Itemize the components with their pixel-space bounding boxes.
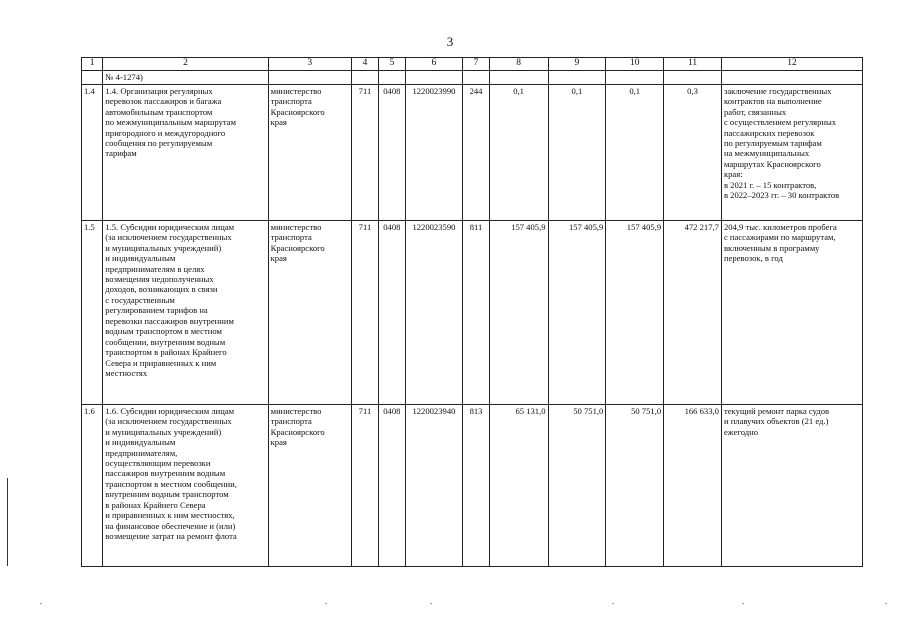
expense-type: 811: [463, 220, 489, 404]
margin-scan-line: [7, 478, 8, 566]
column-header: 1: [82, 58, 103, 71]
measure-name: 1.6. Субсидии юридическим лицам (за исключением государственных и муниципальных учреждений) и индивидуальным предпринимателям, осуществляющим перевозки пассажиров внутренним водным транспортом в местном сообщении, внутренним водным транспортом в районах Крайнего Севера и приравненных к ним местностях, на финансовое обеспечение и (или) возмещение затрат на ремонт флота: [103, 404, 268, 566]
responsible-body: министерство транспорта Красноярского края: [268, 404, 351, 566]
amount-2021: 0,1: [489, 84, 548, 220]
empty-cell: [379, 70, 405, 84]
column-header: 12: [721, 58, 862, 71]
target-code: 1220023590: [405, 220, 463, 404]
empty-cell: [548, 70, 606, 84]
column-header: 6: [405, 58, 463, 71]
amount-2023: 157 405,9: [606, 220, 664, 404]
table-row: [82, 220, 863, 404]
expected-result: заключение государственных контрактов на выполнение работ, связанных с осуществлением регулярных пассажирских перевозок по регулируемым тарифам на межмуниципальных маршрутах Красноярского края: в 2021 г. – 15 контрактов, в 2022–2023 гг. – 30 контрактов: [721, 84, 862, 220]
continuation-text: № 4-1274): [103, 70, 268, 84]
amount-2022: 0,1: [548, 84, 606, 220]
empty-cell: [721, 70, 862, 84]
amount-2022: 157 405,9: [548, 220, 606, 404]
section-code: 0408: [379, 84, 405, 220]
amount-2022: 50 751,0: [548, 404, 606, 566]
expected-result: текущий ремонт парка судов и плавучих объектов (21 ед.) ежегодно: [721, 404, 862, 566]
scan-speck: [325, 603, 327, 604]
scan-speck: [40, 603, 42, 604]
target-code: 1220023990: [405, 84, 463, 220]
page-number: 3: [446, 34, 454, 49]
row-number: 1.4: [82, 84, 103, 220]
grbs-code: 711: [351, 220, 378, 404]
amount-2021: 157 405,9: [489, 220, 548, 404]
column-number-row: [82, 58, 863, 71]
responsible-body: министерство транспорта Красноярского края: [268, 220, 351, 404]
scan-speck: [885, 603, 887, 604]
table-row: [82, 404, 863, 566]
section-code: 0408: [379, 220, 405, 404]
empty-cell: [664, 70, 722, 84]
row-number: 1.5: [82, 220, 103, 404]
grbs-code: 711: [351, 84, 378, 220]
scan-speck: [742, 603, 744, 604]
column-header: 3: [268, 58, 351, 71]
column-header: 10: [606, 58, 664, 71]
table-row: [82, 84, 863, 220]
responsible-body: министерство транспорта Красноярского края: [268, 84, 351, 220]
column-header: 8: [489, 58, 548, 71]
empty-cell: [463, 70, 489, 84]
section-code: 0408: [379, 404, 405, 566]
budget-table: [81, 57, 863, 567]
row-number: 1.6: [82, 404, 103, 566]
scan-speck: [612, 603, 614, 604]
column-header: 9: [548, 58, 606, 71]
amount-total: 472 217,7: [664, 220, 722, 404]
empty-cell: [351, 70, 378, 84]
empty-cell: [82, 70, 103, 84]
amount-2023: 0,1: [606, 84, 664, 220]
amount-2023: 50 751,0: [606, 404, 664, 566]
measure-name: 1.4. Организация регулярных перевозок пассажиров и багажа автомобильным транспортом по межмуниципальным маршрутам пригородного и междугородного сообщения по регулируемым тарифам: [103, 84, 268, 220]
expected-result: 204,9 тыс. километров пробега с пассажирами по маршрутам, включенным в программу перевозок, в год: [721, 220, 862, 404]
column-header: 7: [463, 58, 489, 71]
amount-total: 0,3: [664, 84, 722, 220]
expense-type: 244: [463, 84, 489, 220]
target-code: 1220023940: [405, 404, 463, 566]
empty-cell: [405, 70, 463, 84]
continuation-row: [82, 70, 863, 84]
measure-name: 1.5. Субсидии юридическим лицам (за исключением государственных и муниципальных учреждений) и индивидуальным предпринимателям в целях возмещения недополученных доходов, возникающих в связи с государственным регулированием тарифов на перевозки пассажиров внутренним водным транспортом в местном сообщении, внутренним водным транспортом в районах Крайнего Севера и приравненных к ним местностях: [103, 220, 268, 404]
empty-cell: [606, 70, 664, 84]
column-header: 5: [379, 58, 405, 71]
empty-cell: [268, 70, 351, 84]
amount-2021: 65 131,0: [489, 404, 548, 566]
scan-specks: [0, 603, 900, 609]
empty-cell: [489, 70, 548, 84]
column-header: 4: [351, 58, 378, 71]
grbs-code: 711: [351, 404, 378, 566]
amount-total: 166 633,0: [664, 404, 722, 566]
expense-type: 813: [463, 404, 489, 566]
column-header: 11: [664, 58, 722, 71]
column-header: 2: [103, 58, 268, 71]
scan-speck: [430, 603, 432, 604]
